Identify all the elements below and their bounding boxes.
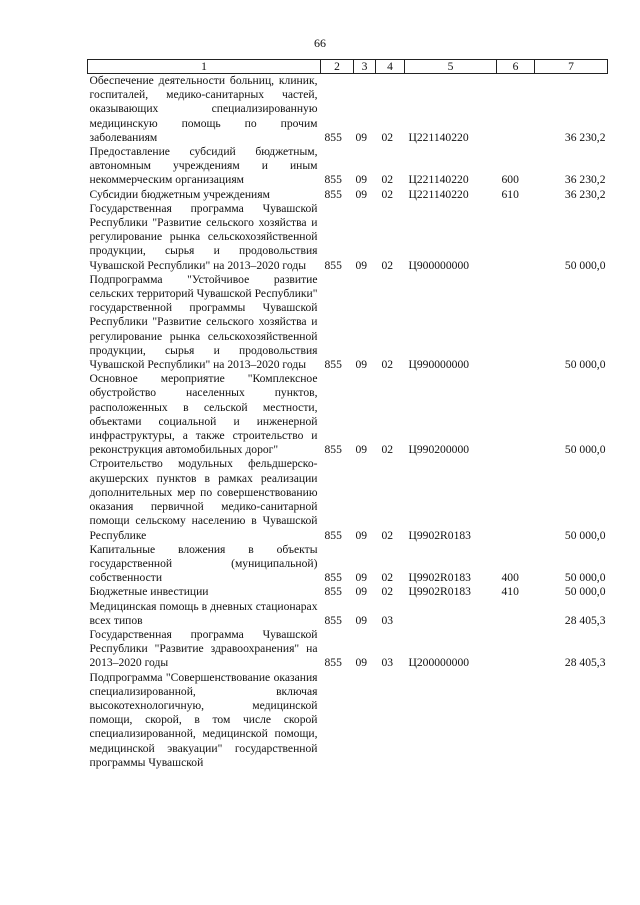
row-csr-code: Ц900000000 (408, 258, 470, 272)
row-amount: 50 000,0 (564, 585, 606, 599)
row-pr-code: 03 (381, 613, 394, 627)
row-amount: 50 000,0 (564, 258, 606, 272)
table-row (88, 145, 608, 188)
row-csr-code (405, 600, 497, 628)
table-row (88, 457, 608, 542)
row-csr-code: Ц9902R0183 (408, 571, 471, 585)
row-rz-code: 09 (355, 187, 368, 201)
row-rz-code (354, 671, 376, 770)
row-vr-code: 400 (501, 571, 519, 585)
table-row (88, 585, 608, 599)
row-rz-code: 09 (355, 585, 368, 599)
table-row (88, 74, 608, 146)
table-row (88, 543, 608, 586)
row-amount: 28 405,3 (564, 656, 606, 670)
row-csr-code: Ц200000000 (408, 656, 470, 670)
row-amount: 50 000,0 (564, 443, 606, 457)
row-rz-code: 09 (355, 130, 368, 144)
row-pr-code (376, 671, 405, 770)
table-header-row (88, 60, 608, 74)
row-name: Государственная программа Чувашской Республики "Развитие здравоохранения" на 2013–2020 годы (89, 627, 318, 670)
row-rz-code: 09 (355, 571, 368, 585)
table-row (88, 600, 608, 628)
row-pr-code: 02 (381, 358, 394, 372)
row-rz-code: 09 (355, 528, 368, 542)
row-name: Подпрограмма "Устойчивое развитие сельских территорий Чувашской Республики" государственной программы Чувашской Республики "Развитие сельского хозяйства и регулирование рынка сельскохозяйственной продукции, сырья и продовольствия Чувашской Республики" на 2013–2020 годы (89, 272, 318, 372)
row-csr-code: Ц221140220 (408, 130, 469, 144)
row-rz-code: 09 (355, 358, 368, 372)
row-vr-code: 410 (501, 585, 519, 599)
row-name: Подпрограмма "Совершенствование оказания специализированной, включая высокотехнологичную, медицинской помощи, скорой, в том числе скорой специализированной, медицинской помощи, медицинской эвакуации" государственной программы Чувашской (89, 670, 318, 769)
row-amount: 50 000,0 (564, 528, 606, 542)
row-pr-code: 02 (381, 258, 394, 272)
row-name: Строительство модульных фельдшерско-акушерских пунктов в рамках реализации дополнительных мер по совершенствованию оказания первичной медико-санитарной помощи сельскому населению в Чувашской Республике (89, 457, 318, 542)
row-pr-code: 02 (381, 571, 394, 585)
row-pr-code: 03 (381, 656, 394, 670)
row-csr-code: Ц9902R0183 (408, 585, 471, 599)
row-rz-code: 09 (355, 656, 368, 670)
row-name: Основное мероприятие "Комплексное обустройство населенных пунктов, расположенных в сельской местности, объектами социальной и инженерной инфраструктуры, а также строительство и реконструкция автомобильных дорог" (89, 372, 318, 457)
table-row (88, 372, 608, 457)
row-pr-code: 02 (381, 585, 394, 599)
header-col-1: 1 (88, 60, 321, 74)
budget-table (87, 59, 608, 770)
row-csr-code: Ц9902R0183 (408, 528, 471, 542)
table-row (88, 273, 608, 372)
row-amount: 36 230,2 (564, 173, 606, 187)
header-col-5: 5 (405, 60, 497, 74)
row-gr-code: 855 (324, 613, 342, 627)
row-gr-code: 855 (324, 173, 342, 187)
table-row (88, 628, 608, 671)
row-pr-code: 02 (381, 528, 394, 542)
page-number: 66 (314, 36, 326, 50)
row-gr-code: 855 (324, 656, 342, 670)
row-vr-code (497, 671, 535, 770)
row-name: Государственная программа Чувашской Республики "Развитие сельского хозяйства и регулирование рынка сельскохозяйственной продукции, сырья и продовольствия Чувашской Республики" на 2013–2020 годы (89, 201, 318, 272)
row-csr-code: Ц221140220 (408, 173, 469, 187)
row-csr-code (405, 671, 497, 770)
row-name: Субсидии бюджетным учреждениям (89, 187, 270, 201)
table-row (88, 671, 608, 770)
row-vr-code: 600 (501, 173, 519, 187)
row-amount: 36 230,2 (564, 187, 606, 201)
row-rz-code: 09 (355, 613, 368, 627)
row-amount: 28 405,3 (564, 613, 606, 627)
row-vr-code: 610 (501, 187, 519, 201)
row-amount: 36 230,2 (564, 130, 606, 144)
row-amount: 50 000,0 (564, 358, 606, 372)
row-amount (535, 671, 608, 770)
header-col-7: 7 (535, 60, 608, 74)
row-name: Предоставление субсидий бюджетным, автономным учреждениям и иным некоммерческим организациям (89, 145, 318, 187)
row-rz-code: 09 (355, 258, 368, 272)
table-row (88, 202, 608, 273)
row-name: Медицинская помощь в дневных стационарах всех типов (89, 599, 318, 627)
header-col-4: 4 (376, 60, 405, 74)
row-gr-code: 855 (324, 130, 342, 144)
row-csr-code: Ц990000000 (408, 358, 470, 372)
row-vr-code (497, 372, 535, 457)
table-body (88, 74, 608, 770)
row-name: Бюджетные инвестиции (89, 585, 209, 599)
row-pr-code: 02 (381, 130, 394, 144)
row-gr-code: 855 (324, 528, 342, 542)
header-col-2: 2 (321, 60, 354, 74)
row-csr-code: Ц990200000 (408, 443, 470, 457)
row-gr-code: 855 (324, 358, 342, 372)
row-vr-code (497, 628, 535, 671)
header-col-6: 6 (497, 60, 535, 74)
row-gr-code (321, 671, 354, 770)
row-gr-code: 855 (324, 258, 342, 272)
row-amount: 50 000,0 (564, 571, 606, 585)
row-rz-code: 09 (355, 443, 368, 457)
row-vr-code (497, 74, 535, 146)
row-vr-code (497, 202, 535, 273)
table-row (88, 188, 608, 202)
row-vr-code (497, 457, 535, 542)
row-pr-code: 02 (381, 187, 394, 201)
row-rz-code: 09 (355, 173, 368, 187)
row-name: Обеспечение деятельности больниц, клиник, госпиталей, медико-санитарных частей, оказывающих специализированную медицинскую помощь по прочим заболеваниям (89, 74, 318, 144)
row-gr-code: 855 (324, 443, 342, 457)
header-col-3: 3 (354, 60, 376, 74)
row-gr-code: 855 (324, 571, 342, 585)
row-name: Капитальные вложения в объекты государственной (муниципальной) собственности (89, 542, 318, 585)
row-gr-code: 855 (324, 585, 342, 599)
row-vr-code (497, 273, 535, 372)
row-vr-code (497, 600, 535, 628)
row-csr-code: Ц221140220 (408, 187, 469, 201)
row-pr-code: 02 (381, 443, 394, 457)
row-pr-code: 02 (381, 173, 394, 187)
row-gr-code: 855 (324, 187, 342, 201)
